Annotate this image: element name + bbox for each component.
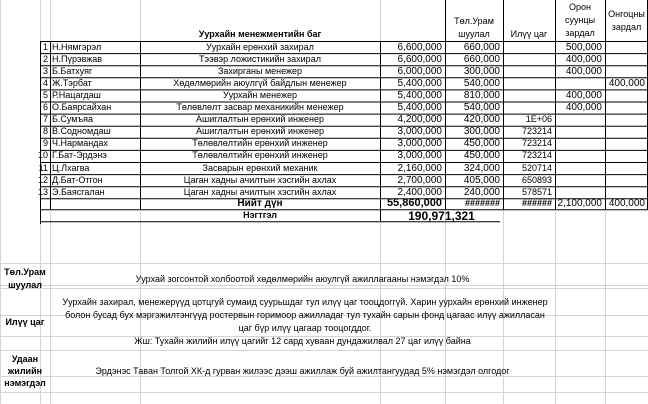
row-salary: 6,600,000: [397, 41, 442, 53]
note-text-bonus: Уурхай зогсонтой холбоотой хөдөлмөрийн аюулгүй ажиллагааны нэмэгдэл 10%: [135, 274, 470, 284]
grand-total-value: 190,971,321: [408, 209, 475, 224]
total-flight: 400,000: [608, 198, 645, 210]
row-salary: 5,400,000: [397, 89, 442, 101]
row-position: Уурхайн ерөнхий захирал: [206, 41, 314, 52]
header-housing-line3: зардал: [565, 28, 595, 38]
row-number: 11: [38, 162, 48, 173]
row-overtime: 723214: [521, 150, 552, 161]
row-number: 4: [42, 77, 48, 88]
total-overtime: ######: [521, 198, 552, 209]
row-salary: 4,200,000: [397, 114, 442, 126]
header-flight-line1: Онгоцны: [608, 9, 645, 19]
header-salary-line1: Тѳл.Урам: [454, 16, 494, 26]
row-salary: 3,000,000: [397, 126, 442, 138]
total-salary: 55,860,000: [386, 197, 442, 210]
row-salary: 6,000,000: [397, 65, 442, 77]
row-bonus: 324,000: [463, 162, 500, 174]
row-position: Хөдөлмөрийн аюулгүй байдлын менежер: [173, 77, 347, 88]
row-bonus: 420,000: [463, 114, 500, 126]
row-name: Ч.Нармандах: [52, 138, 108, 149]
row-position: Цаган хадны ачилтын хэсгийн ахлах: [183, 174, 337, 185]
row-number: 10: [37, 150, 48, 161]
row-name: Р.Нацагдаш: [52, 89, 101, 100]
row-name: Н.Пүрэвжав: [52, 53, 103, 64]
row-name: Д.Бат-Отгон: [52, 174, 103, 185]
row-salary: 2,160,000: [397, 162, 442, 174]
header-housing-line1: Орон: [569, 2, 591, 12]
row-bonus: 300,000: [463, 65, 500, 77]
row-bonus: 540,000: [463, 77, 500, 89]
row-number: 8: [42, 126, 48, 137]
row-bonus: 240,000: [463, 186, 500, 198]
note-text-seniority: Эрдэнэс Таван Толгой ХК-д гурван жилээс дээш ажиллаж буй ажилтангуудад 5% нэмэгдэл олгодог: [95, 366, 510, 376]
row-bonus: 660,000: [463, 53, 500, 65]
row-overtime: 578571: [521, 186, 552, 197]
header-overtime: Илүү цаг: [510, 29, 548, 39]
row-housing: 400,000: [565, 53, 602, 65]
row-flight: 400,000: [608, 77, 645, 89]
row-bonus: 660,000: [463, 41, 500, 53]
row-housing: 400,000: [565, 89, 602, 101]
row-name: О.Баярсайхан: [52, 102, 112, 112]
row-salary: 6,600,000: [397, 53, 442, 65]
row-position: Цаган хадны ачилтын хэсгийн ахлах: [183, 186, 337, 197]
note-label-bonus-line1: Тѳл.Урам: [4, 267, 46, 277]
row-position: Тээвэр ложистикийн захирал: [199, 53, 321, 64]
row-salary: 3,000,000: [397, 138, 442, 150]
row-bonus: 405,000: [463, 174, 500, 186]
note-label-seniority-line2: жилийн: [7, 366, 43, 376]
row-bonus: 300,000: [463, 126, 500, 138]
row-overtime: 723214: [521, 138, 552, 149]
row-overtime: 650893: [521, 174, 552, 185]
row-position: Уурхайн менежер: [222, 89, 298, 100]
total-bonus: #######: [464, 198, 500, 209]
row-number: 5: [42, 89, 48, 100]
row-salary: 5,400,000: [397, 77, 442, 89]
row-position: Ашиглалтын ерөнхий инженер: [196, 126, 324, 137]
note-text-overtime-example: Жш: Тухайн жилийн илүү цагийг 12 сард хуваан дундажилвал 27 цаг илүү байна: [134, 336, 471, 346]
note-label-bonus-line2: шуулал: [8, 280, 42, 290]
row-bonus: 450,000: [463, 138, 500, 150]
row-name: Б.Батхуяг: [52, 65, 93, 76]
row-bonus: 540,000: [463, 102, 500, 113]
row-salary: 3,000,000: [397, 150, 442, 162]
note-text-overtime: Уурхайн захирал, менежерүүд цотцгуй сумаид суурьшдаг тул илүү цаг тооцдоггүй. Харин уурхайн ерөнхий инженер болон бусад бух мэргэжилтэнгүүд ростервын горимоор ажилладаг тул тухайн сарын фонд цагаас илүү ажилласан цаг бүр илүү цагаар тооцогддог.: [62, 297, 548, 333]
row-overtime: 520714: [521, 162, 552, 173]
row-position: Засварын ерөнхий механик: [202, 162, 318, 173]
row-housing: 500,000: [565, 41, 602, 53]
row-bonus: 450,000: [463, 150, 500, 162]
note-label-seniority-line3: нэмэгдэл: [4, 378, 46, 388]
row-number: 12: [37, 174, 48, 185]
row-salary: 5,400,000: [397, 102, 442, 113]
row-overtime: 723214: [521, 126, 552, 137]
header-flight-line2: зардал: [611, 22, 642, 32]
row-number: 6: [42, 102, 48, 112]
row-name: Б.Сумъяа: [52, 114, 93, 125]
header-salary-line2: шуулал: [458, 29, 490, 39]
row-number: 1: [42, 41, 48, 52]
total-label: Нийт дүн: [237, 198, 283, 210]
row-position: Захирганы менежер: [217, 65, 303, 76]
grand-total-label: Нэгтгэл: [243, 210, 277, 221]
row-position: Төлөвлөлтийн ерөнхий инженер: [192, 138, 328, 149]
row-name: Ж.Тэрбат: [52, 77, 92, 88]
row-position: Төлөвлөлт засвар механикийн менежер: [176, 102, 344, 112]
row-housing: 400,000: [565, 65, 602, 77]
row-name: В.Содномдаш: [52, 126, 111, 137]
row-name: Ц.Лхагва: [52, 162, 90, 173]
row-number: 3: [42, 65, 48, 76]
row-overtime: 1E+06: [525, 114, 552, 125]
header-housing-line2: суунцы: [564, 15, 596, 25]
table-title: Уурхайн менежментийн баг: [198, 29, 322, 39]
row-position: Төлөвлөлтийн ерөнхий инженер: [192, 150, 328, 161]
row-number: 7: [42, 114, 48, 125]
total-housing: 2,100,000: [557, 198, 602, 210]
row-name: Г.Бат-Эрдэнэ: [52, 150, 107, 161]
row-salary: 2,400,000: [397, 186, 442, 198]
row-bonus: 810,000: [463, 89, 500, 101]
row-number: 2: [42, 53, 48, 64]
note-label-seniority-line1: Удаан: [11, 354, 39, 364]
row-name: Н.Нямгэрэл: [52, 41, 102, 52]
note-label-overtime: Илүү цаг: [5, 317, 45, 327]
row-housing: 400,000: [565, 102, 602, 113]
row-name: Э.Баясгалан: [52, 186, 105, 197]
row-number: 9: [42, 138, 48, 149]
row-salary: 2,700,000: [397, 174, 442, 186]
row-number: 13: [37, 186, 48, 197]
row-position: Ашиглалтын ерөнхий инженер: [196, 114, 324, 125]
